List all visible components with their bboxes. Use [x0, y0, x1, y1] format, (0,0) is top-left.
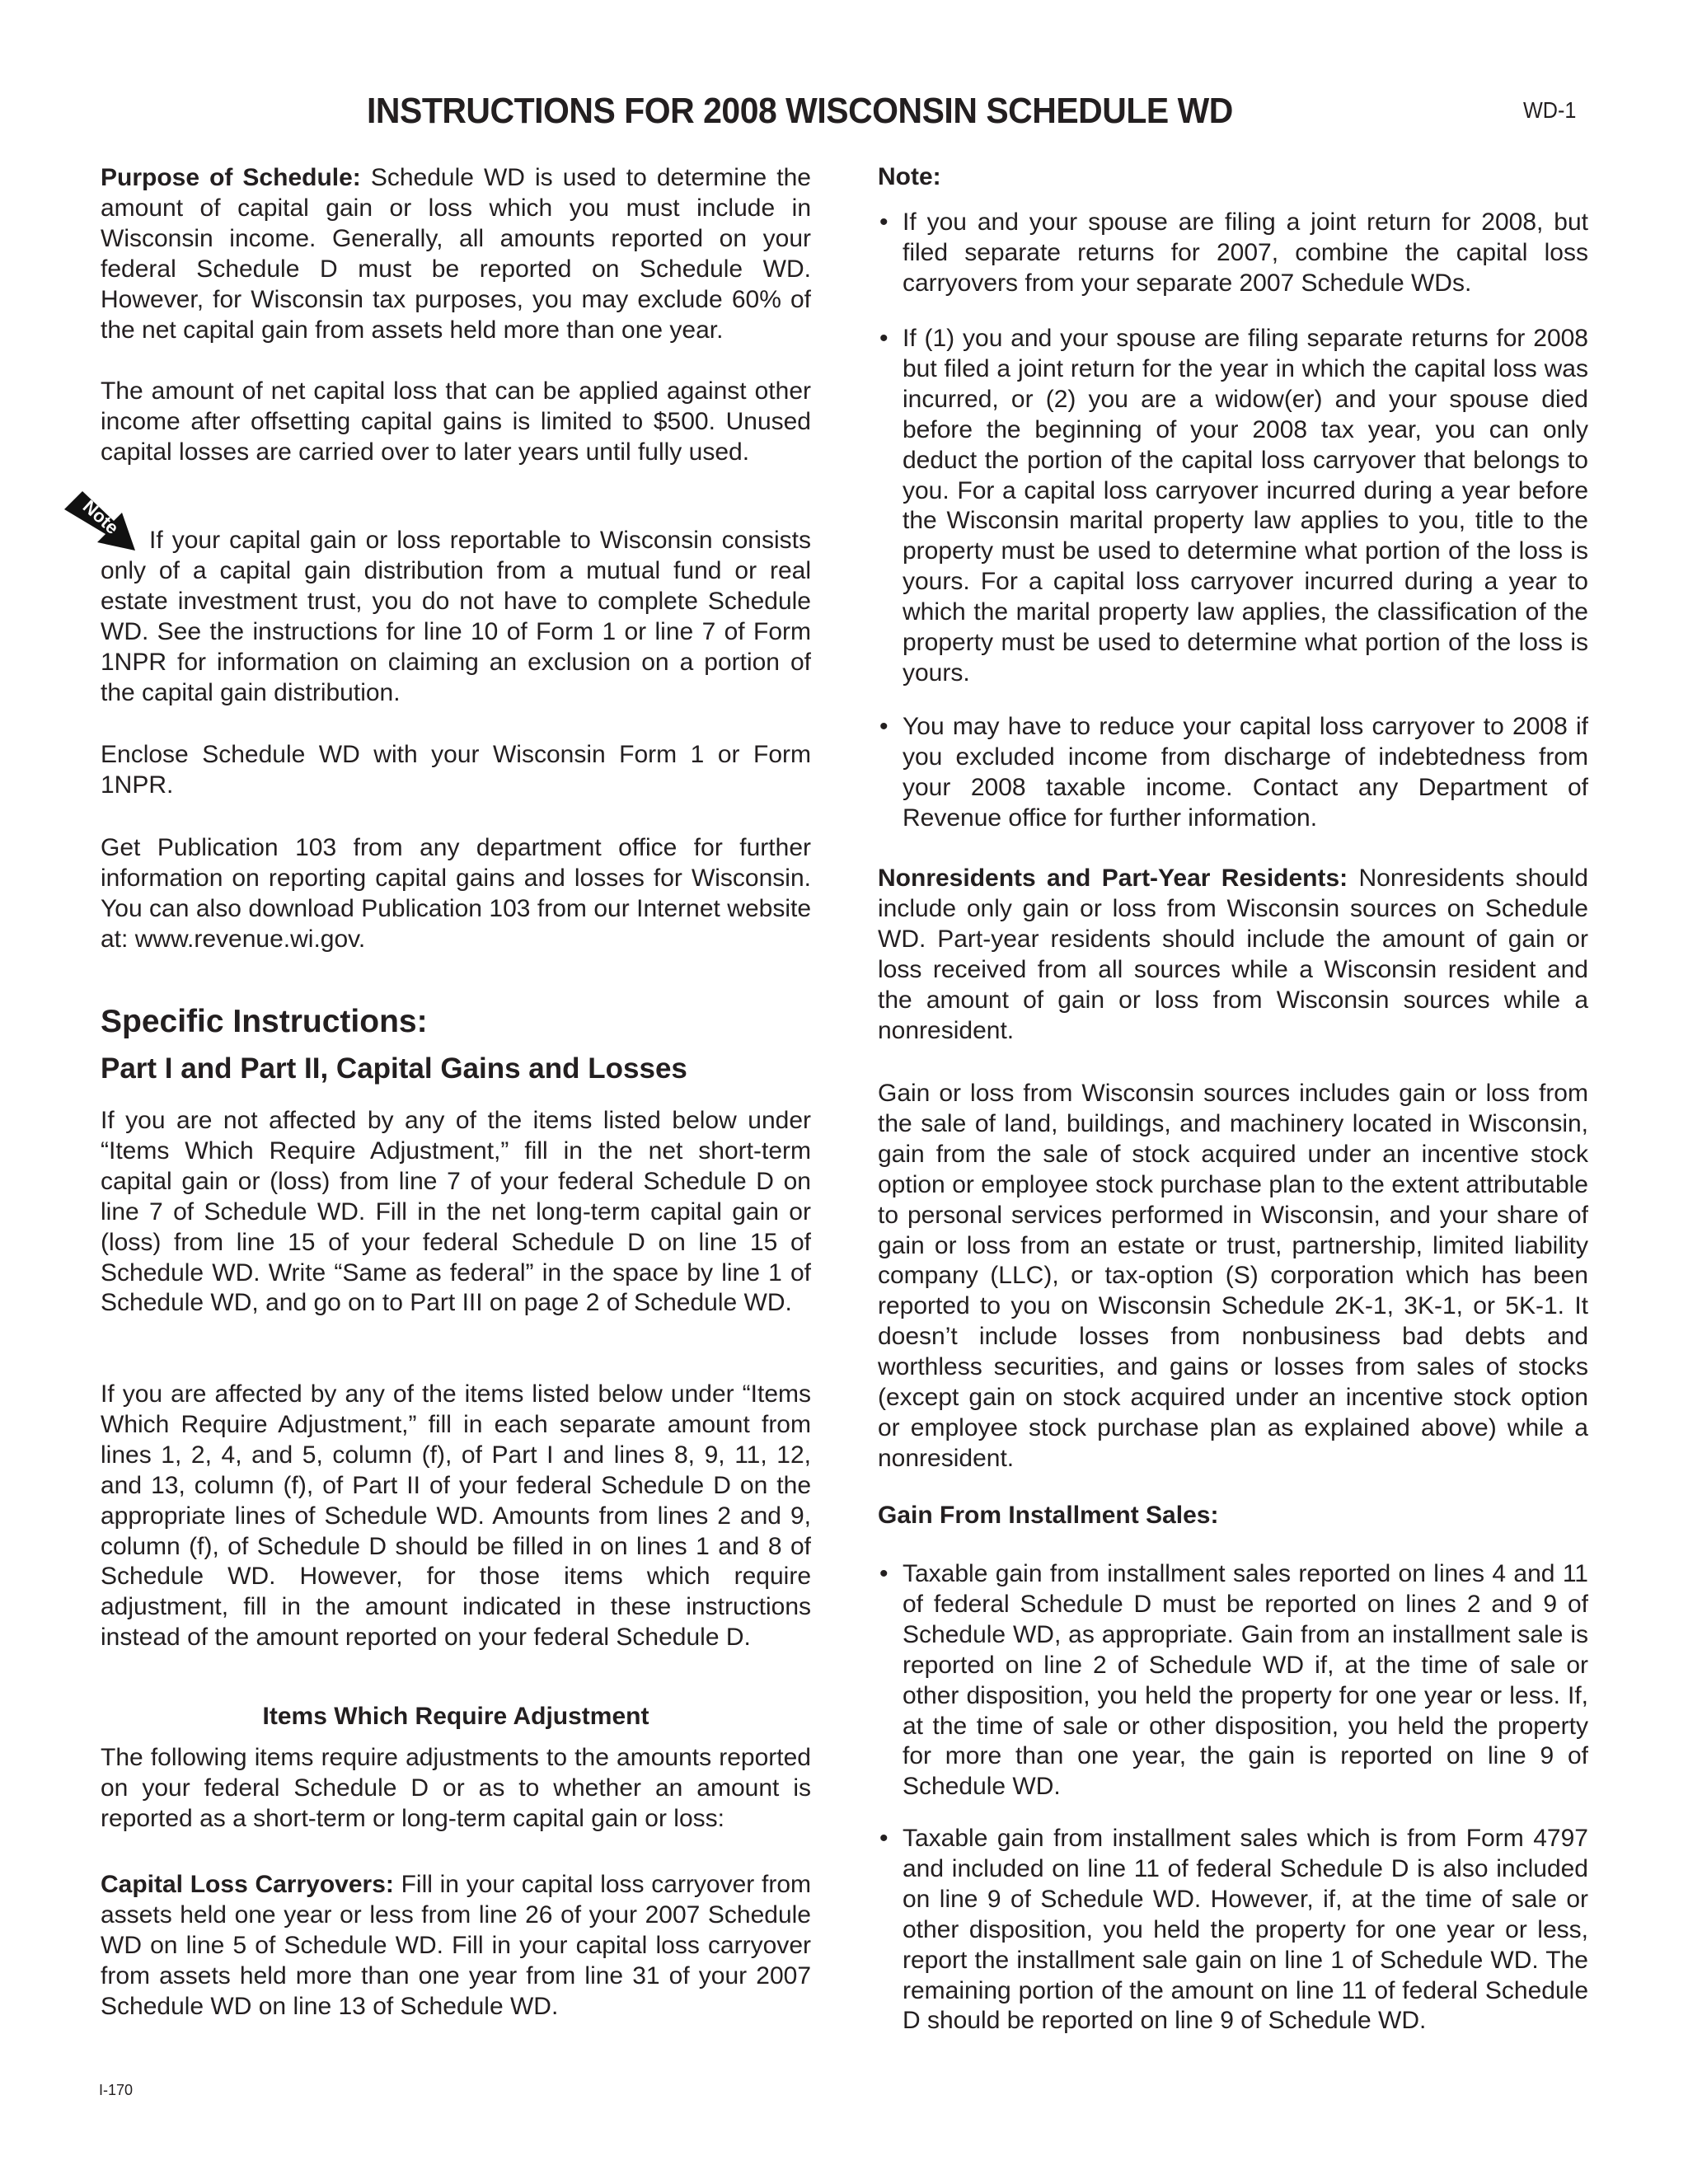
note-paragraph	[101, 526, 811, 708]
enclose-paragraph: Enclose Schedule WD with your Wisconsin Form 1 or Form 1NPR.	[101, 741, 811, 799]
bullet-icon: •	[879, 209, 889, 236]
publication-paragraph: Get Publication 103 from any department office for further information on reporting capital gains and losses for Wisconsin. You can also download Publication 103 from our Internet website at: www.revenue.wi.gov.	[101, 834, 811, 953]
list-item	[879, 1559, 1588, 1802]
installment-heading: Gain From Installment Sales:	[878, 1502, 1219, 1529]
carryovers-text: Fill in your capital loss carryover from assets held one year or less from line 26 of your 2007 Schedule WD on line 5 of Schedule WD. Fill in your capital loss carryover from assets held more than one year from line 31 of your 2007 Schedule WD on line 13 of Schedule WD.	[101, 1871, 811, 2020]
list-item-text: You may have to reduce your capital loss carryover to 2008 if you excluded income from discharge of indebtedness from your 2008 taxable income. Contact any Department of Revenue office for further information.	[903, 713, 1588, 832]
list-item	[879, 712, 1588, 834]
list-item-text: If you and your spouse are filing a joint return for 2008, but filed separate returns for 2007, combine the capital loss carryovers from your separate 2007 Schedule WDs.	[903, 209, 1588, 297]
list-item-text: Taxable gain from installment sales which is from Form 4797 and included on line 11 of federal Schedule D is also included on line 9 of Schedule WD. However, if, at the time of sale or other disposition, you held the property for one year or less, report the installment sale gain on line 1 of Schedule WD. The remaining portion of the amount on line 11 of federal Schedule D should be reported on line 9 of Schedule WD.	[903, 1825, 1588, 2035]
purpose-paragraph	[101, 163, 811, 345]
bullet-icon: •	[879, 713, 889, 740]
nonresidents-lead: Nonresidents and Part-Year Residents:	[878, 865, 1348, 892]
affected-paragraph: If you are affected by any of the items listed below under “Items Which Require Adjustment,” fill in each separate amount from lines 1, 2, 4, and 5, column (f), of Part I and lines 8, 9, 11, 12, and 13, column (f), of Part II of your federal Schedule D on the appropriate lines of Schedule WD. Amounts from lines 2 and 9, column (f), of Schedule D should be filled in on lines 1 and 8 of Schedule WD. However, for those items which require adjustment, fill in the amount indicated in these instructions instead of the amount reported on your federal Schedule D.	[101, 1380, 811, 1652]
part-heading: Part I and Part II, Capital Gains and Losses	[101, 1052, 687, 1085]
bullet-icon: •	[879, 1560, 889, 1587]
bullet-icon: •	[879, 1825, 889, 1852]
bullet-icon: •	[879, 325, 889, 352]
form-id: I-170	[99, 2082, 134, 2098]
list-item-text: If (1) you and your spouse are filing separate returns for 2008 but filed a joint return for the year in which the capital loss was incurred, or (2) you are a widow(er) and your spouse died before the beginning of your 2008 tax year, you can only deduct the portion of the capital loss carryover that belongs to you. For a capital loss carryover incurred during a year before the Wisconsin marital property law applies to you, title to the property must be used to determine what portion of the loss is yours. For a capital loss carryover incurred during a year to which the marital property law applies, the classification of the property must be used to determine what portion of the loss is yours.	[903, 325, 1588, 687]
specific-instructions-heading: Specific Instructions:	[101, 1004, 428, 1039]
page-title: INSTRUCTIONS FOR 2008 WISCONSIN SCHEDULE WD	[367, 91, 1233, 131]
purpose-text: Schedule WD is used to determine the amount of capital gain or loss which you must include in Wisconsin income. Generally, all amounts reported on your federal Schedule D must be reported on Schedule WD. However, for Wisconsin tax purposes, you may exclude 60% of the net capital gain from assets held more than one year.	[101, 164, 811, 344]
nonresidents-paragraph	[878, 864, 1588, 1046]
note-icon-label: Note	[78, 495, 123, 539]
carryovers-paragraph	[101, 1870, 811, 2022]
page-id: WD-1	[1523, 97, 1577, 123]
not-affected-paragraph: If you are not affected by any of the items listed below under “Items Which Require Adjustment,” fill in the net short-term capital gain or (loss) from line 7 of your federal Schedule D on line 7 of Schedule WD. Fill in the net long-term capital gain or (loss) from line 15 of your federal Schedule D on line 15 of Schedule WD. Write “Same as federal” in the space by line 1 of Schedule WD, and go on to Part III on page 2 of Schedule WD.	[101, 1107, 811, 1317]
carryovers-lead: Capital Loss Carryovers:	[101, 1871, 394, 1898]
note-heading: Note:	[878, 163, 941, 190]
list-item-text: Taxable gain from installment sales reported on lines 4 and 11 of federal Schedule D must be reported on lines 2 and 9 of Schedule WD, as appropriate. Gain from an installment sale is reported on line 2 of Schedule WD if, at the time of sale or other disposition, you held the property for one year or less. If, at the time of sale or other disposition, you held the property for more than one year, the gain is reported on line 9 of Schedule WD.	[903, 1560, 1588, 1801]
capital-loss-limit-paragraph: The amount of net capital loss that can be applied against other income after offsetting capital gains is limited to $500. Unused capital losses are carried over to later years until fully used.	[101, 377, 811, 466]
list-item	[879, 208, 1588, 299]
list-item	[879, 1824, 1588, 2036]
wisconsin-sources-paragraph: Gain or loss from Wisconsin sources includes gain or loss from the sale of land, buildings, and machinery located in Wisconsin, gain from the sale of stock acquired under an incentive stock option or employee stock purchase plan to the extent attributable to personal services performed in Wisconsin, and your share of gain or loss from an estate or trust, partnership, limited liability company (LLC), or tax-option (S) corporation which has been reported to you on Wisconsin Schedule 2K-1, 3K-1, or 5K-1. It doesn’t include losses from nonbusiness bad debts and worthless securities, and gains or losses from sales of stocks (except gain on stock acquired under an incentive stock option or employee stock purchase plan as explained above) while a nonresident.	[878, 1080, 1588, 1472]
note-text: If your capital gain or loss reportable to Wisconsin consists only of a capital gain distribution from a mutual fund or real estate investment trust, you do not have to complete Schedule WD. See the instructions for line 10 of Form 1 or line 7 of Form 1NPR for information on claiming an exclusion on a portion of the capital gain distribution.	[101, 527, 811, 706]
nonresidents-text: Nonresidents should include only gain or loss from Wisconsin sources on Schedule WD. Part-year residents should include the amount of gain or loss received from all sources while a Wisconsin resident and the amount of gain or loss from Wisconsin sources while a nonresident.	[878, 865, 1588, 1044]
list-item	[879, 324, 1588, 689]
items-heading: Items Which Require Adjustment	[262, 1703, 649, 1730]
purpose-lead: Purpose of Schedule:	[101, 164, 361, 191]
items-paragraph: The following items require adjustments to the amounts reported on your federal Schedule D or as to whether an amount is reported as a short-term or long-term capital gain or loss:	[101, 1744, 811, 1832]
